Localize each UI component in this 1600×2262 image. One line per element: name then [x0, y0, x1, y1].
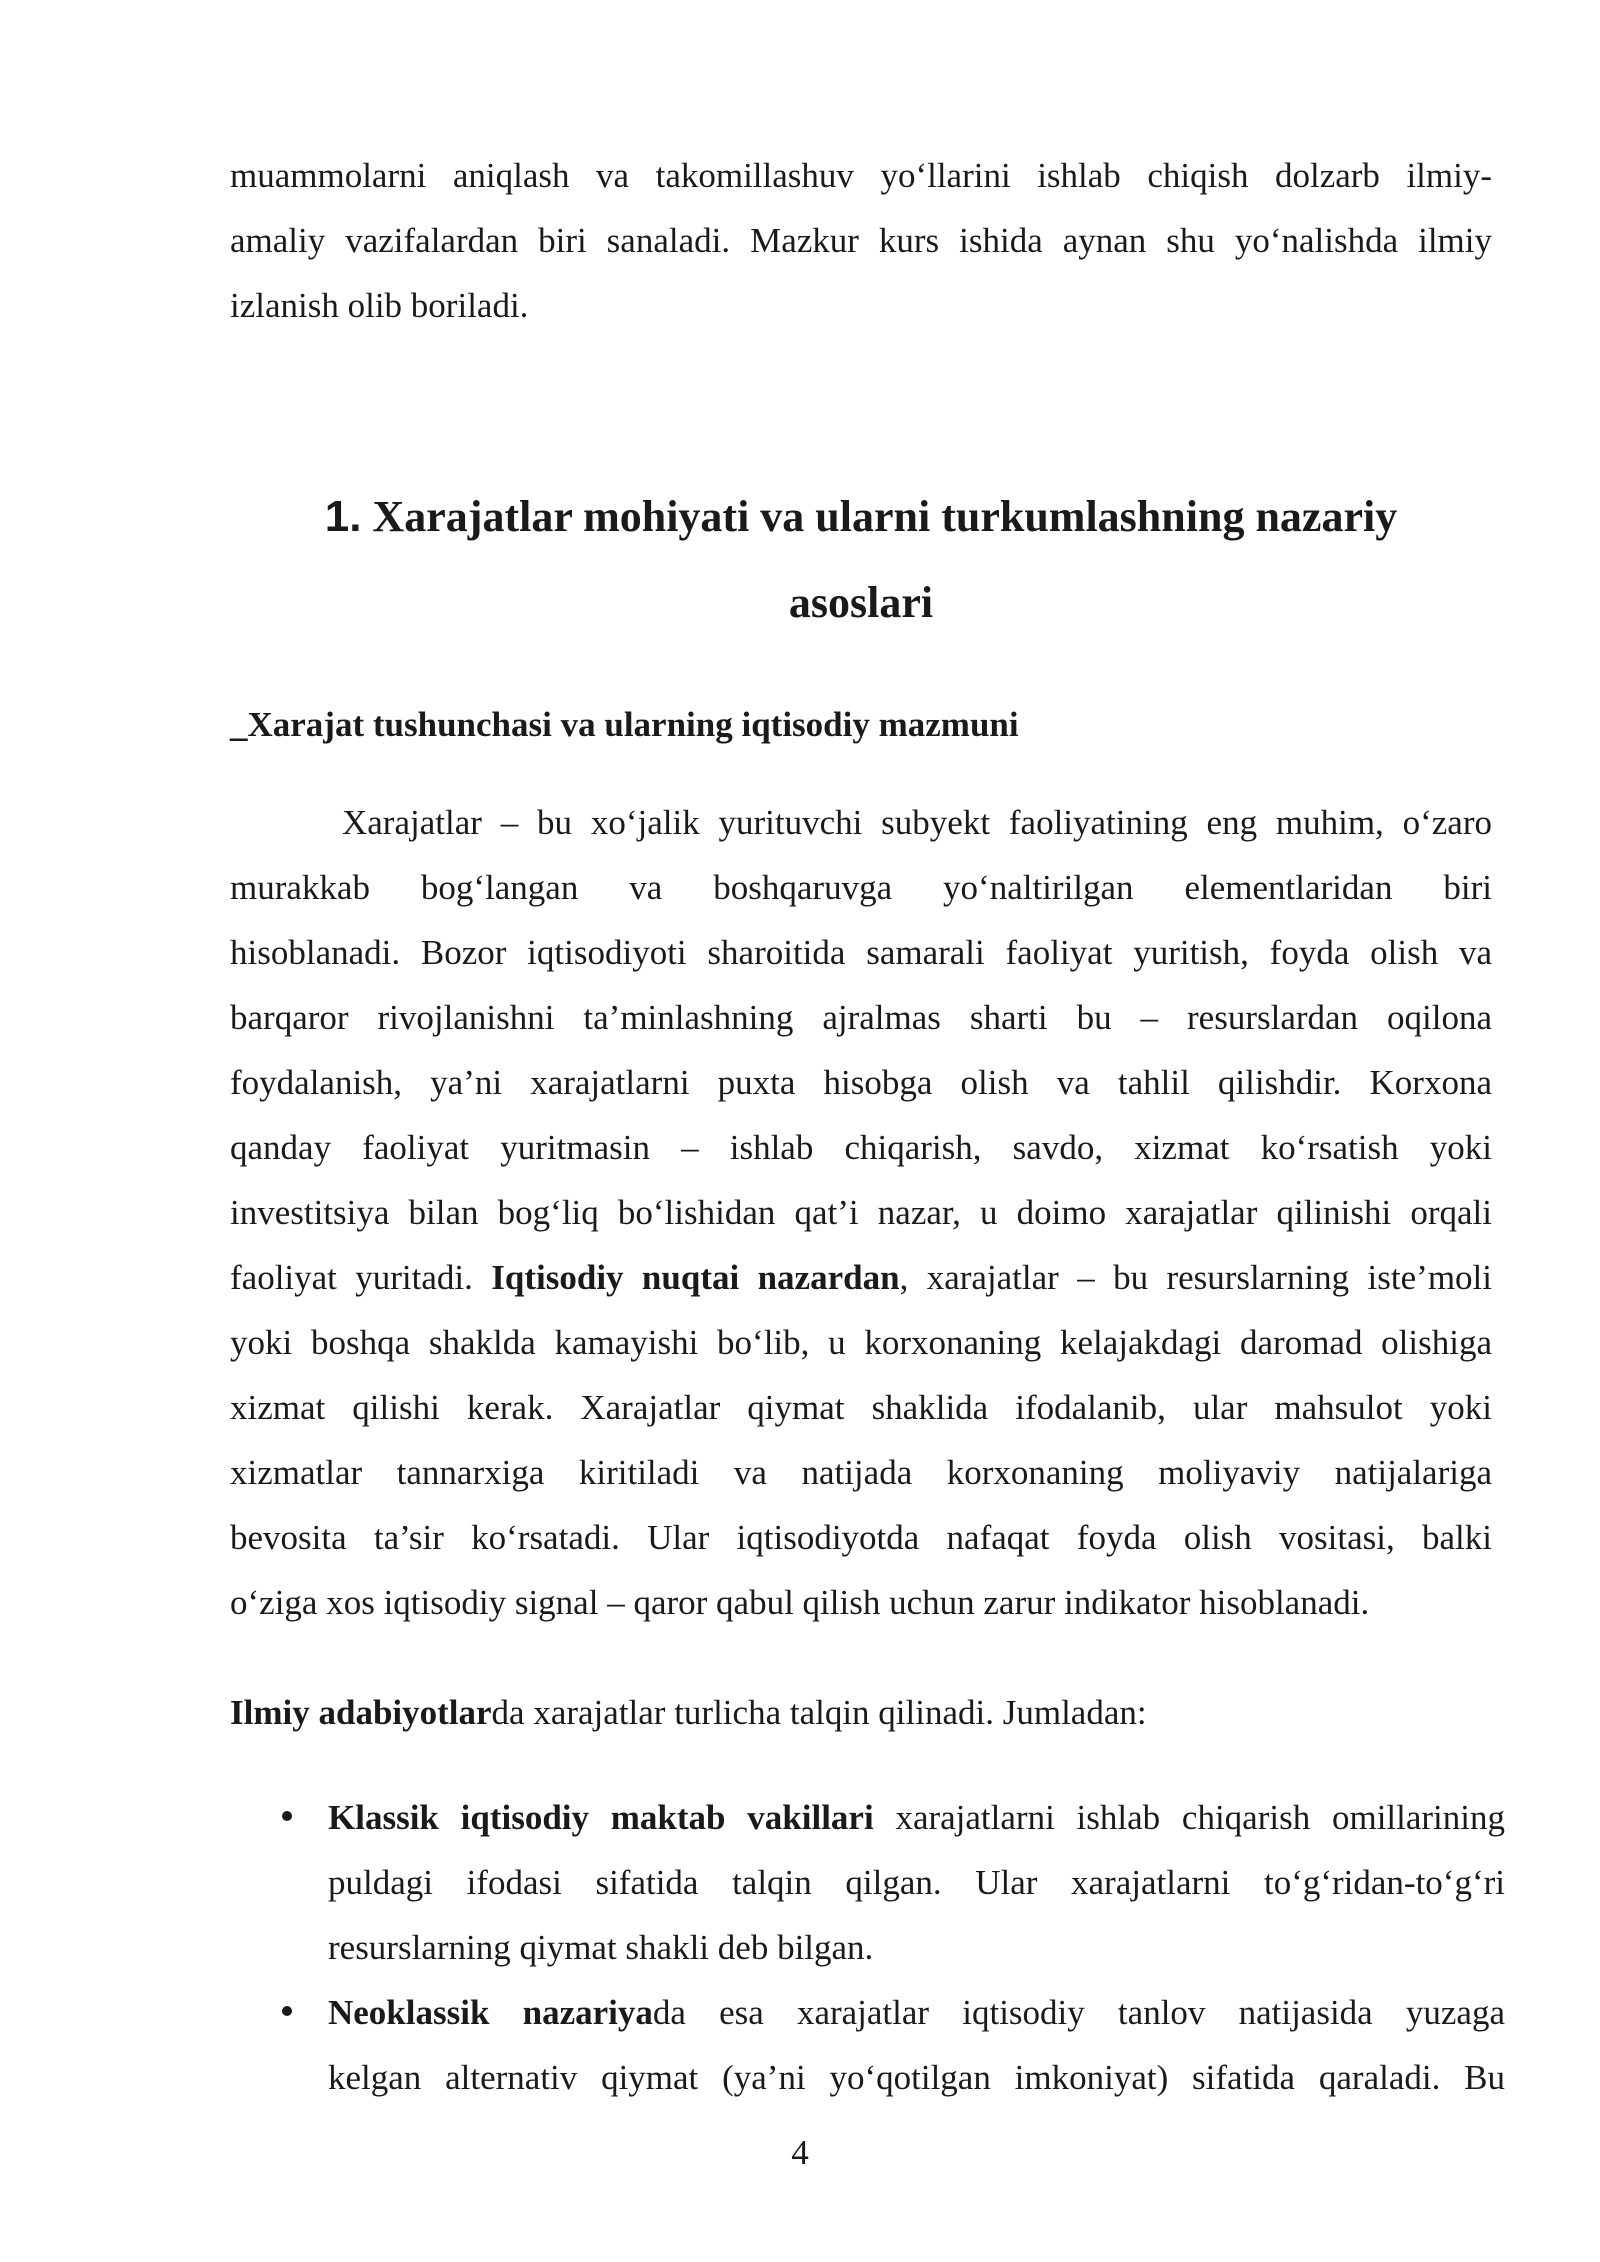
text-line: hisoblanadi. Bozor iqtisodiyoti sharoitida samarali faoliyat yuritish, foyda olish va: [230, 933, 1492, 972]
text-line: Xarajatlar – bu xo‘jalik yurituvchi subyekt faoliyatining eng muhim, o‘zaro: [342, 803, 1492, 842]
text-line-with-emphasis: [230, 1680, 1492, 1745]
bullet-list: [230, 1785, 1505, 2110]
text-line: investitsiya bilan bog‘liq bo‘lishidan qat’i nazar, u doimo xarajatlar qilinishi orqali: [230, 1193, 1492, 1232]
text-line: resurslarning qiymat shakli deb bilgan.: [328, 1928, 874, 1967]
text-line: murakkab bog‘langan va boshqaruvga yo‘naltirilgan elementlaridan biri: [230, 868, 1492, 907]
section-heading-continued: [230, 560, 1492, 646]
page-number: 4: [791, 2133, 809, 2172]
list-item: [230, 1980, 1505, 2110]
subsection-heading: _Xarajat tushunchasi va ularning iqtisodiy mazmuni: [230, 705, 1019, 744]
section-title-line1: Xarajatlar mohiyati va ularni turkumlashning nazariy: [372, 492, 1398, 541]
text-line: o‘ziga xos iqtisodiy signal – qaror qabul qilish uchun zarur indikator hisoblanadi.: [230, 1583, 1370, 1622]
section-title-line2: asoslari: [788, 578, 934, 627]
intro-paragraph: [230, 143, 1492, 338]
text-line: xizmatlar tannarxiga kiritiladi va natijada korxonaning moliyaviy natijalariga: [230, 1453, 1492, 1492]
body-paragraph-1: [230, 790, 1492, 1635]
text-line: yoki boshqa shaklda kamayishi bo‘lib, u korxonaning kelajakdagi daromad olishiga: [230, 1323, 1492, 1362]
text-line: muammolarni aniqlash va takomillashuv yo‘llarini ishlab chiqish dolzarb ilmiy-: [230, 156, 1492, 195]
text-segment: da xarajatlar turlicha talqin qilinadi. Jumladan:: [491, 1693, 1147, 1732]
text-segment: xarajatlarni ishlab chiqarish omillarining: [873, 1798, 1506, 1837]
emphasis-scientific-literature: Ilmiy adabiyotlar: [230, 1693, 492, 1732]
text-line: amaliy vazifalardan biri sanaladi. Mazkur kurs ishida aynan shu yo‘nalishda ilmiy: [230, 221, 1492, 260]
text-line: foydalanish, ya’ni xarajatlarni puxta hisobga olish va tahlil qilishdir. Korxona: [230, 1063, 1492, 1102]
text-line: qanday faoliyat yuritmasin – ishlab chiqarish, savdo, xizmat ko‘rsatish yoki: [230, 1128, 1492, 1167]
emphasis-classical-school: Klassik iqtisodiy maktab vakillari: [328, 1798, 874, 1837]
text-segment: da esa xarajatlar iqtisodiy tanlov natijasida yuzaga: [652, 1993, 1505, 2032]
list-item: [230, 1785, 1505, 1980]
section-heading: [230, 474, 1492, 560]
bullet-icon: [282, 2006, 292, 2016]
text-line: barqaror rivojlanishni ta’minlashning ajralmas sharti bu – resurslardan oqilona: [230, 998, 1492, 1037]
body-paragraph-2: [230, 1680, 1492, 1745]
text-line-with-emphasis: [328, 1785, 1505, 1850]
emphasis-economic-view: Iqtisodiy nuqtai nazardan: [491, 1258, 900, 1297]
text-line: xizmat qilishi kerak. Xarajatlar qiymat shaklida ifodalanib, ular mahsulot yoki: [230, 1388, 1492, 1427]
text-segment: , xarajatlar – bu resurslarning iste’moli: [899, 1258, 1492, 1297]
text-line: bevosita ta’sir ko‘rsatadi. Ular iqtisodiyotda nafaqat foyda olish vositasi, balki: [230, 1518, 1492, 1557]
text-line: puldagi ifodasi sifatida talqin qilgan. Ular xarajatlarni to‘g‘ridan-to‘g‘ri: [328, 1863, 1505, 1902]
text-line: izlanish olib boriladi.: [230, 286, 529, 325]
text-line-with-emphasis: [230, 1245, 1492, 1310]
text-line: kelgan alternativ qiymat (ya’ni yo‘qotilgan imkoniyat) sifatida qaraladi. Bu: [328, 2058, 1505, 2097]
text-line-with-emphasis: [328, 1980, 1505, 2045]
emphasis-neoclassical-theory: Neoklassik nazariya: [328, 1993, 653, 2032]
bullet-icon: [282, 1811, 292, 1821]
section-number: 1.: [324, 492, 362, 541]
text-segment: faoliyat yuritadi.: [230, 1258, 492, 1297]
